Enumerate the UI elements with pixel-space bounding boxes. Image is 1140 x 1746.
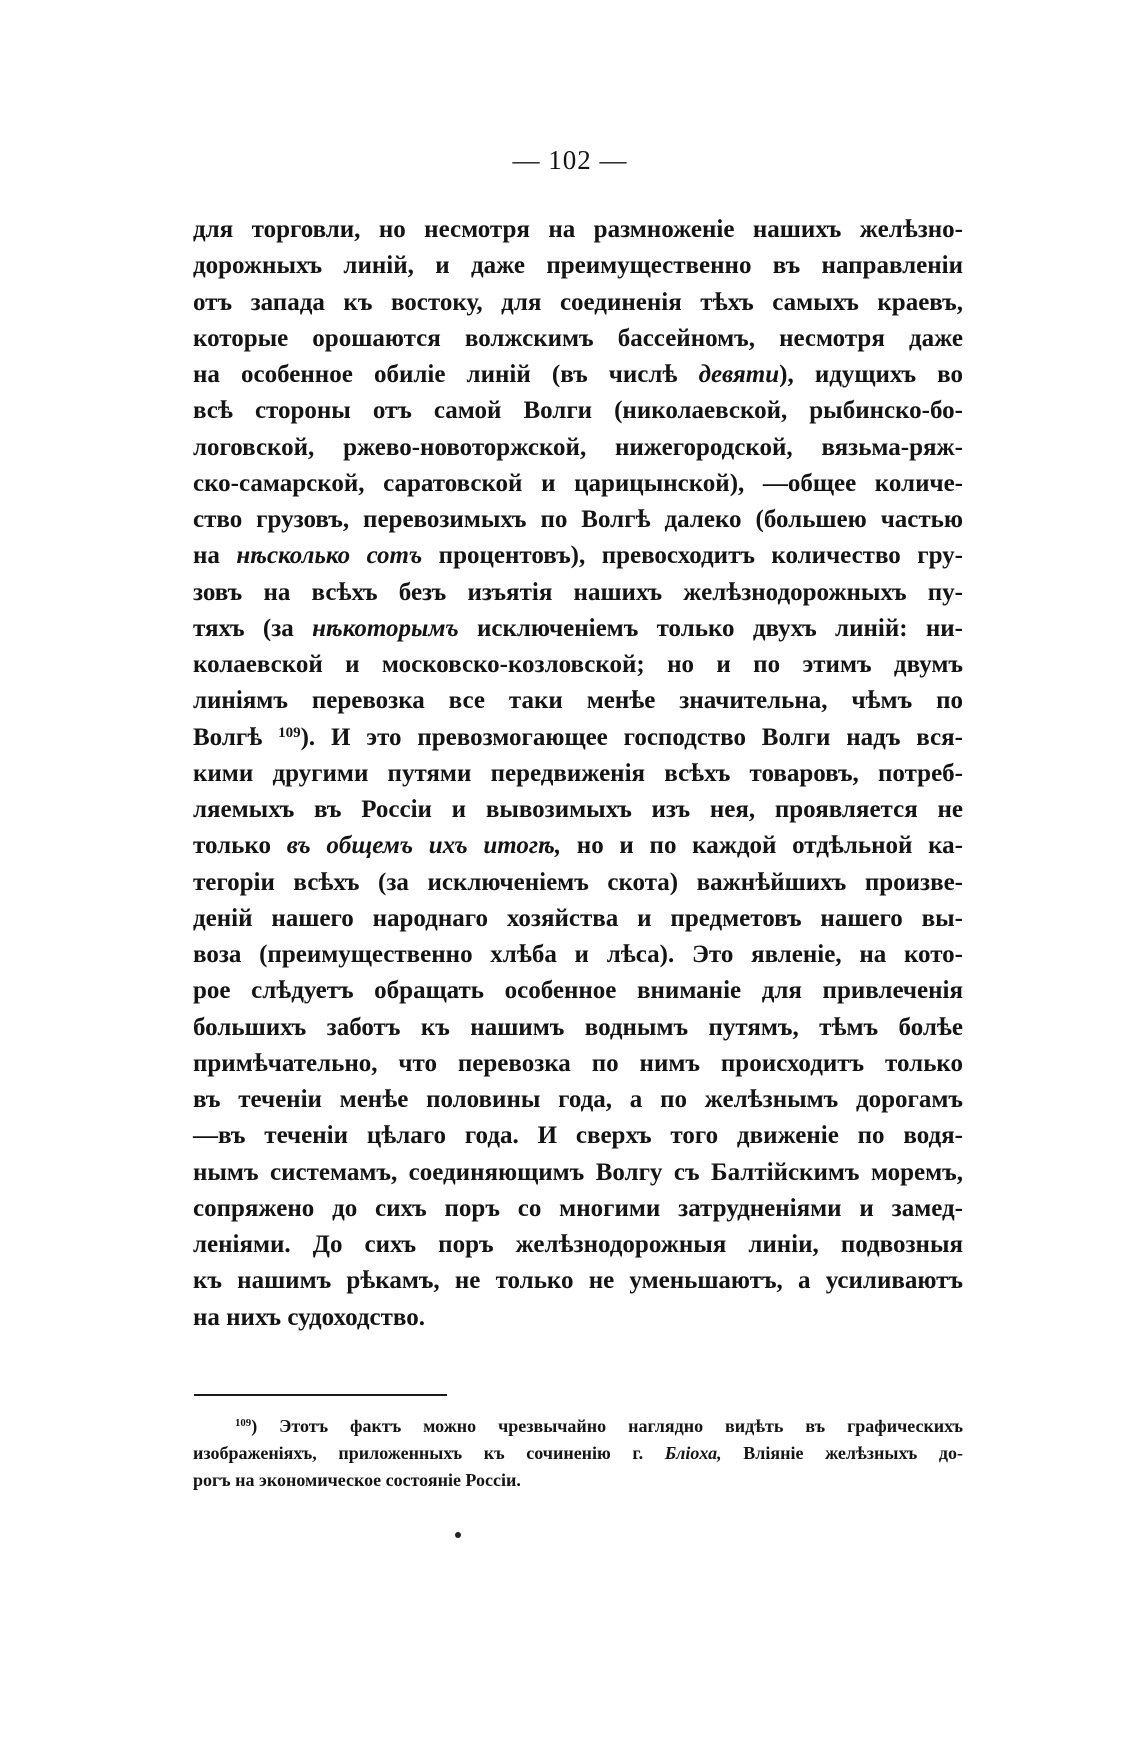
- text-line: для торговли, но несмотря на размноженіе нашихъ желѣзно-: [193, 216, 963, 243]
- text-line: деній нашего народнаго хозяйства и предметовъ нашего вы-: [193, 904, 963, 932]
- page-number: — 102 —: [512, 145, 628, 175]
- footnote-reference: 109: [278, 724, 301, 741]
- text-line: къ нашимъ рѣкамъ, не только не уменьшаютъ, а усиливаютъ: [193, 1267, 963, 1295]
- text-line: ляемыхъ въ Россіи и вывозимыхъ изъ нея, проявляется не: [193, 796, 963, 823]
- text-line: сопряжено до сихъ поръ со многими затрудненіями и замед-: [193, 1194, 963, 1222]
- text-line: рое слѣдуетъ обращать особенное вниманіе для привлеченія: [193, 977, 963, 1005]
- text-line: только въ общемъ ихъ итогѣ, но и по каждой отдѣльной ка-: [193, 832, 964, 860]
- text-line: въ теченіи менѣе половины года, а по желѣзнымъ дорогамъ: [193, 1086, 963, 1113]
- text-line: нымъ системамъ, соединяющимъ Волгу съ Балтійскимъ моремъ,: [193, 1158, 963, 1186]
- italic-emphasis: девяти: [698, 361, 780, 388]
- footnote: [193, 1413, 963, 1494]
- text-line: большихъ заботъ къ нашимъ воднымъ путямъ, тѣмъ болѣе: [193, 1013, 963, 1041]
- text-line: примѣчательно, что перевозка по нимъ происходитъ только: [193, 1049, 963, 1077]
- text-line: леніями. До сихъ поръ желѣзнодорожныя линіи, подвозныя: [193, 1231, 963, 1258]
- text-line: колаевской и московско-козловской; но и по этимъ двумъ: [193, 651, 963, 678]
- footnote-line: рогъ на экономическое состояніе Россіи.: [193, 1470, 521, 1490]
- text-line: на особенное обиліе линій (въ числѣ девяти), идущихъ во: [193, 361, 963, 388]
- text-line: дорожныхъ линій, и даже преимущественно въ направленіи: [193, 252, 963, 280]
- footnote-divider: [194, 1394, 447, 1396]
- footnote-line: изображеніяхъ, приложенныхъ къ сочиненію г. Блioха, Вліяніе желѣзныхъ до-: [193, 1443, 963, 1463]
- text-line: логовской, ржево-новоторжской, нижегородской, вязьма-ряж-: [193, 433, 963, 461]
- text-line: отъ запада къ востоку, для соединенія тѣхъ самыхъ краевъ,: [193, 288, 963, 316]
- text-line: зовъ на всѣхъ безъ изъятія нашихъ желѣзнодорожныхъ пу-: [193, 578, 963, 606]
- italic-emphasis: нѣкоторымъ: [312, 614, 459, 642]
- ink-speck: [455, 1532, 461, 1538]
- footnote-line: $^{109}$) Этотъ фактъ можно чрезвычайно наглядно видѣть въ графическихъ: [235, 1416, 963, 1436]
- text-line: кими другими путями передвиженія всѣхъ товаровъ, потреб-: [193, 759, 963, 787]
- text-line: тегоріи всѣхъ (за исключеніемъ скота) важнѣйшихъ произве-: [193, 868, 963, 896]
- italic-emphasis: Блioха,: [664, 1443, 722, 1463]
- text-line: Волгѣ $^{109}$). И это превозмогающее господство Волги надъ вся-: [193, 723, 963, 751]
- text-line: которые орошаются волжскимъ бассейномъ, несмотря даже: [193, 324, 963, 352]
- text-line: —въ теченіи цѣлаго года. И сверхъ того движеніе по водя-: [193, 1122, 963, 1150]
- text-line: на нѣсколько сотъ процентовъ), превосходитъ количество гру-: [193, 542, 964, 570]
- text-line: всѣ стороны отъ самой Волги (николаевской, рыбинско-бо-: [193, 397, 963, 425]
- italic-emphasis: нѣсколько сотъ: [236, 542, 423, 570]
- text-line: тяхъ (за нѣкоторымъ исключеніемъ только двухъ линій: ни-: [193, 614, 963, 642]
- text-line: на нихъ судоходство.: [193, 1303, 425, 1331]
- footnote-number: 109: [235, 1417, 252, 1430]
- text-line: ство грузовъ, перевозимыхъ по Волгѣ далеко (большею частью: [193, 506, 963, 533]
- italic-emphasis: въ общемъ ихъ итогѣ,: [286, 832, 562, 860]
- text-line: воза (преимущественно хлѣба и лѣса). Это явленіе, на кото-: [193, 941, 963, 968]
- text-line: ско-самарской, саратовской и царицынской), —общее количе-: [193, 469, 963, 497]
- text-line: линіямъ перевозка все таки менѣе значительна, чѣмъ по: [193, 687, 963, 715]
- body-text: [193, 212, 963, 1336]
